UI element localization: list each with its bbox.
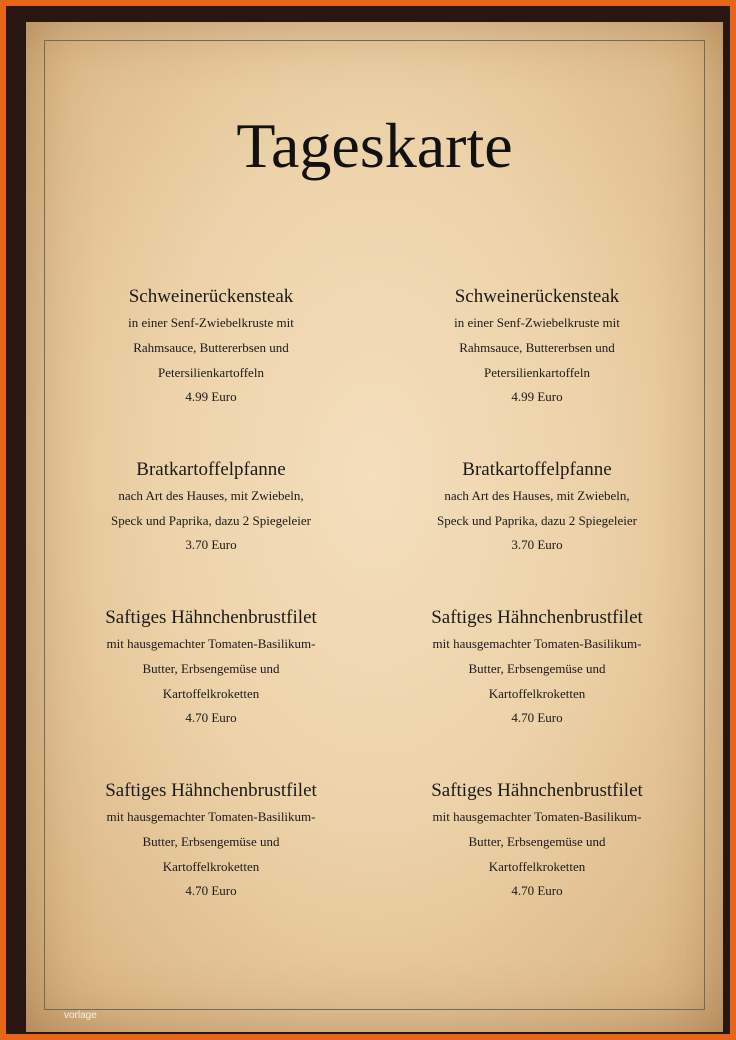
outer-frame — [6, 6, 730, 1034]
menu-item-name: Saftiges Hähnchenbrustfilet — [105, 780, 317, 801]
menu-item-price: 4.70 Euro — [511, 710, 563, 725]
menu-item-desc-line: Butter, Erbsengemüse und — [468, 661, 606, 676]
menu-item — [61, 284, 361, 409]
menu-item-desc-line: mit hausgemachter Tomaten-Basilikum- — [106, 809, 316, 824]
menu-item-price: 4.70 Euro — [185, 883, 237, 898]
menu-item-price: 4.99 Euro — [511, 389, 563, 404]
menu-item-name: Bratkartoffelpfanne — [136, 459, 286, 480]
menu-item-name: Schweinerückensteak — [128, 286, 294, 307]
menu-item-desc-line: Kartoffelkroketten — [162, 859, 260, 874]
menu-item-desc-line: Butter, Erbsengemüse und — [142, 661, 280, 676]
menu-item-name: Saftiges Hähnchenbrustfilet — [431, 607, 643, 628]
menu-item-desc-line: Butter, Erbsengemüse und — [468, 834, 606, 849]
menu-item-desc-line: mit hausgemachter Tomaten-Basilikum- — [432, 809, 642, 824]
menu-item-desc-line: in einer Senf-Zwiebelkruste mit — [128, 315, 294, 330]
menu-item — [387, 284, 687, 409]
page-title: Tageskarte — [236, 110, 513, 181]
menu-item-price: 4.99 Euro — [185, 389, 237, 404]
menu-item-desc-line: Petersilienkartoffeln — [484, 365, 590, 380]
menu-item-name: Bratkartoffelpfanne — [462, 459, 612, 480]
menu-item-price: 3.70 Euro — [185, 537, 237, 552]
menu-item-desc-line: Kartoffelkroketten — [488, 686, 586, 701]
menu-item-name: Saftiges Hähnchenbrustfilet — [431, 780, 643, 801]
menu-item-desc-line: nach Art des Hauses, mit Zwiebeln, — [444, 488, 630, 503]
watermark: vorlage — [64, 1010, 97, 1021]
menu-item-desc-line: Butter, Erbsengemüse und — [142, 834, 280, 849]
menu-item-desc-line: Rahmsauce, Buttererbsen und — [459, 340, 615, 355]
menu-item-desc-line: Speck und Paprika, dazu 2 Spiegeleier — [437, 513, 637, 528]
menu-item-desc-line: Kartoffelkroketten — [162, 686, 260, 701]
menu-item-price: 4.70 Euro — [185, 710, 237, 725]
menu-item — [61, 778, 361, 903]
menu-item — [387, 605, 687, 730]
menu-item — [387, 457, 687, 557]
menu-item — [61, 605, 361, 730]
menu-item-desc-line: Speck und Paprika, dazu 2 Spiegeleier — [111, 513, 311, 528]
menu-item-desc-line: Kartoffelkroketten — [488, 859, 586, 874]
menu-item-price: 3.70 Euro — [511, 537, 563, 552]
menu-item-price: 4.70 Euro — [511, 883, 563, 898]
menu-item-name: Schweinerückensteak — [454, 286, 620, 307]
menu-item — [61, 457, 361, 557]
menu-paper — [26, 22, 723, 1032]
menu-item-desc-line: nach Art des Hauses, mit Zwiebeln, — [118, 488, 304, 503]
menu-item-desc-line: mit hausgemachter Tomaten-Basilikum- — [106, 636, 316, 651]
menu-item-desc-line: in einer Senf-Zwiebelkruste mit — [454, 315, 620, 330]
menu-item-desc-line: Rahmsauce, Buttererbsen und — [133, 340, 289, 355]
menu-item-desc-line: mit hausgemachter Tomaten-Basilikum- — [432, 636, 642, 651]
menu-item — [387, 778, 687, 903]
menu-item-desc-line: Petersilienkartoffeln — [158, 365, 264, 380]
menu-item-name: Saftiges Hähnchenbrustfilet — [105, 607, 317, 628]
